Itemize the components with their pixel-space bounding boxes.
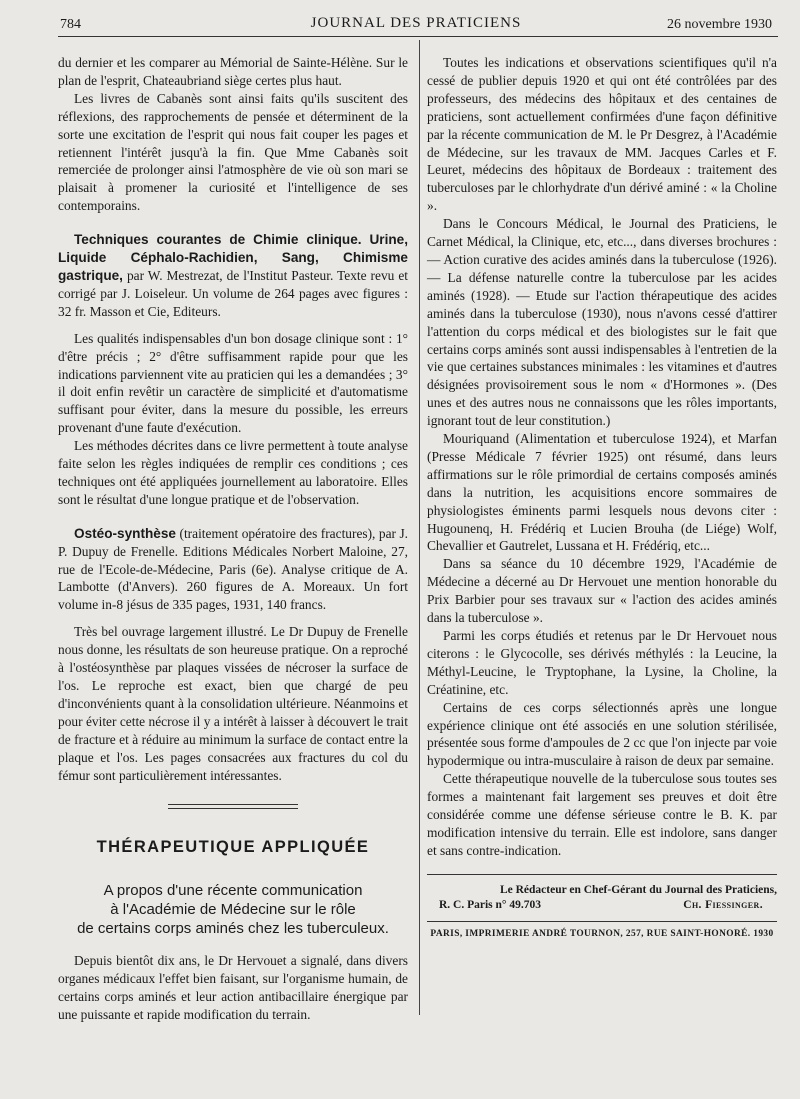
book-review-2 bbox=[58, 525, 408, 615]
printer-imprint: PARIS, IMPRIMERIE ANDRÉ TOURNON, 257, RUE SAINT-HONORÉ. 1930 bbox=[427, 921, 777, 944]
article-title-line-1: A propos d'une récente communication bbox=[103, 882, 363, 900]
journal-title: JOURNAL DES PRATICIENS bbox=[310, 15, 522, 31]
page-number: 784 bbox=[60, 17, 81, 32]
right-paragraph-6: Certains de ces corps sélectionnés après une longue expérience clinique ont été associés en une solution stérilisée, présentée sous forme d'ampoules de 2 cc que l'on injecte par voie hypodermique ou intra-musculaire à raison de deux par semaine. bbox=[427, 699, 777, 769]
right-paragraph-2: Dans le Concours Médical, le Journal des Praticiens, le Carnet Médical, la Clinique, etc, etc..., dans diverses brochures : — Action curative des acides aminés dans la tuberculose (1926). — La défense naturelle contre la tuberculose par les acides aminés (1928). — Etude sur l'action thérapeutique des acides aminés dans la tuberculose (1930), nous n'avons cessé d'attirer l'attention du corps médical et des biologistes sur le fait que certains corps aminés sont aussi indispensables à l'entretien de la vie que certaines substances minimales : les vitamines et d'autres désignées provisoirement sous le nom « d'Hormones ». (Des unes et des autres nous ne connaissons que les rôles importants, ignorant tout de leur constitution.) bbox=[427, 216, 777, 429]
right-paragraph-1: Toutes les indications et observations scientifiques qu'il n'a cessé de publier depuis 1920 et qui ont été contrôlées par des professeurs, des médecins des hôpitaux et des centaines de praticiens, sont actuellement confirmées d'une façon définitive par la récente communication de M. le Pr Desgrez, à l'Académie de Médecine, sur les travaux de MM. Jacques Carles et F. Leuret, médecins des hôpitaux de Bordeaux : traitement des tuberculoses par le chlorhydrate d'un dérivé aminé : « la Choline ». bbox=[427, 55, 777, 214]
article-title bbox=[58, 881, 408, 938]
left-column bbox=[58, 54, 408, 1024]
right-paragraph-5: Parmi les corps étudiés et retenus par le Dr Hervouet nous citerons : le Glycocolle, ses dérivés méthylés : la Leucine, la Méthyl-Leucine, le Tryptophane, la Lysine, la Choline, la Créatinine, etc. bbox=[427, 628, 777, 697]
running-header bbox=[60, 14, 772, 36]
left-paragraph-6: Depuis bientôt dix ans, le Dr Hervouet a signalé, dans divers organes médicaux l'effet bien faisant, sur l'organisme humain, de certains corps aminés et leur action antibacillaire énergique par une puissante et rapide modification du terrain. bbox=[58, 953, 408, 1023]
book-2-details: (traitement opératoire des fractures), par J. P. Dupuy de Frenelle. Editions Médicales Norbert Maloine, 27, rue de l'Ecole-de-Médecine, Paris (6e). Analyse critique de A. Lambotte (d'Anvers). 260 figures de A. Moreaux. Un fort volume in-8 jésus de 335 pages, 1931, 140 francs. bbox=[58, 525, 408, 613]
editor-name: Ch. Fiessinger. bbox=[683, 898, 763, 911]
right-column bbox=[427, 54, 777, 944]
article-title-line-3: de certains corps aminés chez les tuberculeux. bbox=[77, 920, 389, 938]
right-paragraph-4: Dans sa séance du 10 décembre 1929, l'Académie de Médecine a décerné au Dr Hervouet une mention honorable du Prix Barbier pour ses travaux sur « l'action des acides aminés dans la tuberculose ». bbox=[427, 556, 777, 626]
right-paragraph-7: Cette thérapeutique nouvelle de la tuberculose sous toutes ses formes a maintenant fait largement ses preuves et doit être considérée comme une défense sérieuse contre le B. K. par modification intensive du terrain. Elle est indolore, sans danger et sans contre-indication. bbox=[427, 771, 777, 858]
editor-signature bbox=[427, 874, 777, 913]
book-1-details: par W. Mestrezat, de l'Institut Pasteur. Texte revu et corrigé par J. Loiseleur. Un volume de 264 pages avec figures : 32 fr. Masson et Cie, Editeurs. bbox=[58, 267, 408, 319]
issue-date: 26 novembre 1930 bbox=[667, 17, 772, 32]
header-rule bbox=[58, 36, 778, 37]
left-paragraph-4: Les méthodes décrites dans ce livre permettent à toute analyse faite selon les règles indiquées de remplir ces conditions ; ces techniques ont été appliquées journellement au laboratoire. Elles sont le résultat d'une longue pratique et de l'observation. bbox=[58, 438, 408, 507]
left-paragraph-3: Les qualités indispensables d'un bon dosage clinique sont : 1° d'être précis ; 2° d'être suffisamment rapide pour que les indications parviennent vite au praticien qui les a demandées ; 3° il doit enfin revêtir un caractère de simplicité et d'automatisme suffisant pour éviter, dans la mesure du possible, les erreurs provenant d'une faute d'exécution. bbox=[58, 330, 408, 436]
column-divider bbox=[419, 40, 420, 1015]
section-separator bbox=[168, 804, 298, 809]
book-2-title: Ostéo-synthèse bbox=[74, 525, 176, 541]
article-title-line-2: à l'Académie de Médecine sur le rôle bbox=[110, 901, 356, 919]
book-review-1 bbox=[58, 231, 408, 321]
section-title: THÉRAPEUTIQUE APPLIQUÉE bbox=[96, 838, 370, 857]
left-paragraph-1: du dernier et les comparer au Mémorial de Sainte-Hélène. Sur le plan de l'esprit, Chateaubriand siège certes plus haut. bbox=[58, 55, 408, 88]
registry-number: R. C. Paris n° 49.703 bbox=[439, 898, 542, 911]
right-paragraph-3: Mouriquand (Alimentation et tuberculose 1924), et Marfan (Presse Médicale 7 février 1925) ont résumé, dans leurs affirmations sur le rôle primordial de certains composés aminés dans la nutrition, les acquisitions encore sommaires de physiologistes éminents parmi lesquels nous devons citer : Hugounenq, H. Frédériq et Lucien Brouha (de Liége) Wolf, Chevallier et Gautrelet, Lussana et H. Frédériq, etc... bbox=[427, 431, 777, 554]
book-1-title: Techniques courantes de Chimie clinique. Urine, Liquide Céphalo-Rachidien, Sang, Chimisme gastrique, bbox=[58, 232, 408, 283]
left-paragraph-5: Très bel ouvrage largement illustré. Le Dr Dupuy de Frenelle nous donne, les résultats de son heureuse pratique. On a reproché à l'ostéosynthèse par plaques vissées de nécroser la surface de l'os. Le reproche est exact, bien que chargé de peu d'inconvénients quant à la consolidation ultérieure. Néanmoins et pour éviter cette nécrose il y a intérêt à laisser à découvert le trait de fracture et à réduire au minimum la surface de contact entre la plaque et l'os. Les pages consacrées aux fractures du col du fémur sont particulièrement intéressantes. bbox=[58, 624, 408, 783]
left-paragraph-2: Les livres de Cabanès sont ainsi faits qu'ils suscitent des réflexions, des rapprochements de pensée et déterminent de la sorte une excitation de l'esprit qui nous fait couper les pages et retiennent l'intérêt jusqu'à la fin. Que Mme Cabanès soit remerciée de prolonger ainsi l'atmosphère de vie où son mari se plaisait à promener la curiosité et l'intelligence de ses contemporains. bbox=[58, 90, 408, 214]
editor-line: Le Rédacteur en Chef-Gérant du Journal des Praticiens, bbox=[499, 883, 777, 896]
